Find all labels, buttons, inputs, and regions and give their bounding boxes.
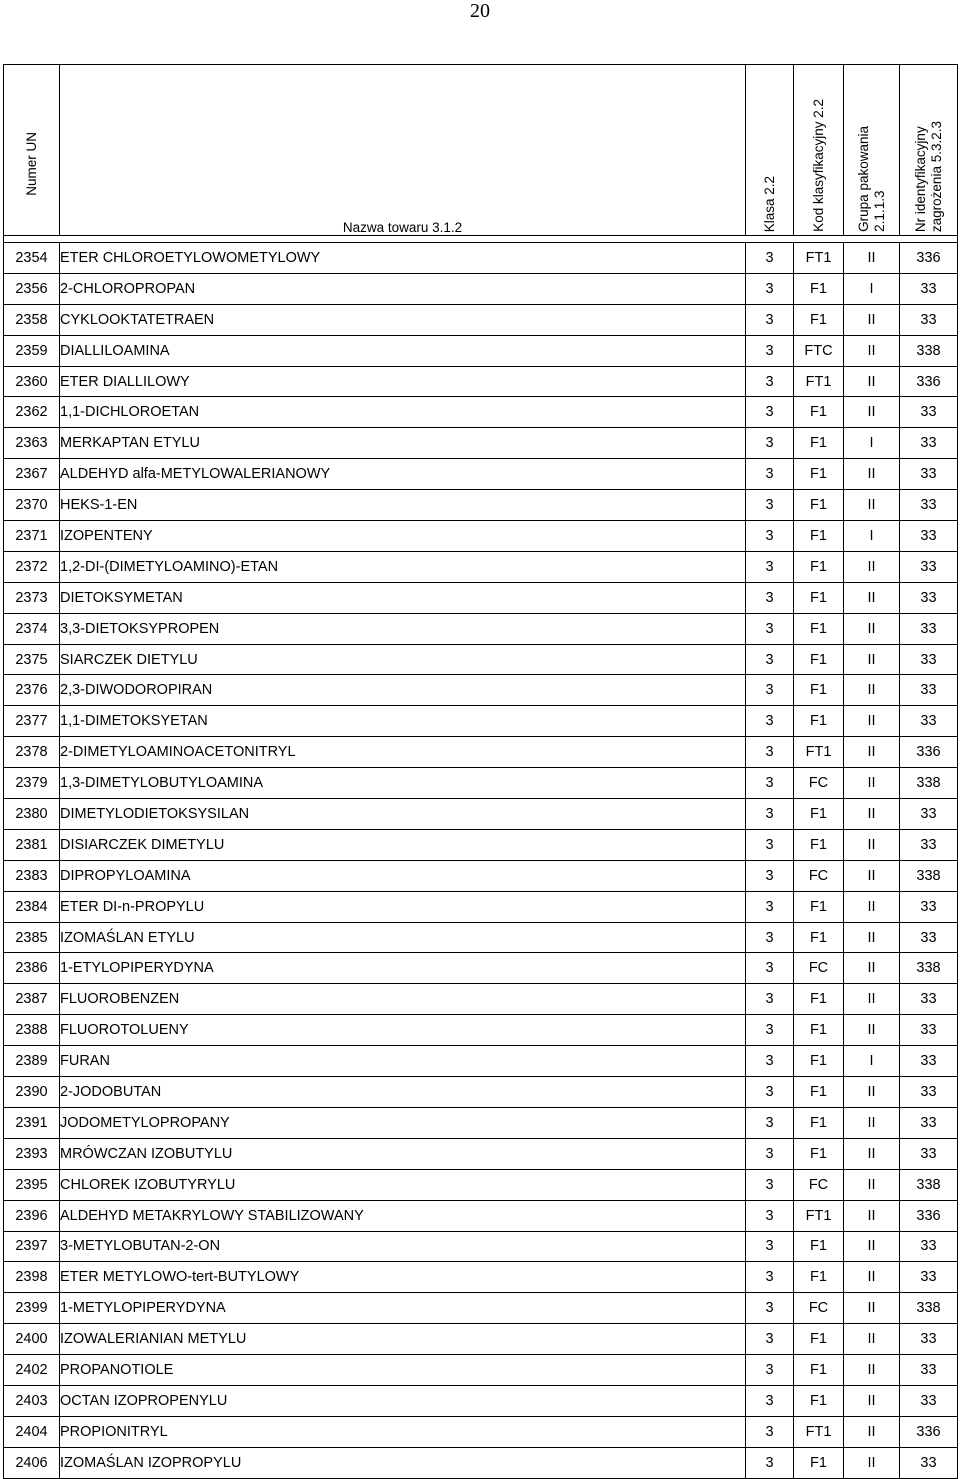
table-row bbox=[4, 1046, 958, 1077]
cell-class: 3 bbox=[746, 428, 794, 459]
cell-classification-code: F1 bbox=[794, 706, 844, 737]
cell-goods-name: 2-CHLOROPROPAN bbox=[60, 273, 746, 304]
cell-packing-group: II bbox=[844, 1077, 900, 1108]
table-row bbox=[4, 737, 958, 768]
cell-un-number: 2373 bbox=[4, 582, 60, 613]
cell-classification-code: F1 bbox=[794, 829, 844, 860]
cell-packing-group: II bbox=[844, 953, 900, 984]
cell-class: 3 bbox=[746, 243, 794, 274]
cell-hazard-id: 33 bbox=[900, 984, 958, 1015]
cell-goods-name: 1-ETYLOPIPERYDYNA bbox=[60, 953, 746, 984]
cell-classification-code: F1 bbox=[794, 891, 844, 922]
cell-classification-code: F1 bbox=[794, 1107, 844, 1138]
cell-packing-group: II bbox=[844, 243, 900, 274]
cell-hazard-id: 33 bbox=[900, 490, 958, 521]
header-goods-name: Nazwa towaru 3.1.2 bbox=[60, 65, 746, 236]
cell-class: 3 bbox=[746, 860, 794, 891]
table-row bbox=[4, 799, 958, 830]
cell-class: 3 bbox=[746, 1231, 794, 1262]
cell-un-number: 2360 bbox=[4, 366, 60, 397]
cell-hazard-id: 33 bbox=[900, 428, 958, 459]
table-row bbox=[4, 428, 958, 459]
cell-goods-name: 1,2-DI-(DIMETYLOAMINO)-ETAN bbox=[60, 551, 746, 582]
cell-un-number: 2371 bbox=[4, 521, 60, 552]
table-row bbox=[4, 335, 958, 366]
cell-classification-code: F1 bbox=[794, 922, 844, 953]
cell-classification-code: FT1 bbox=[794, 1200, 844, 1231]
cell-hazard-id: 33 bbox=[900, 1262, 958, 1293]
cell-goods-name: DIETOKSYMETAN bbox=[60, 582, 746, 613]
header-class: Klasa 2.2 bbox=[746, 65, 794, 236]
cell-goods-name: CYKLOOKTATETRAEN bbox=[60, 304, 746, 335]
header-un-number: Numer UN bbox=[4, 65, 60, 236]
table-row bbox=[4, 675, 958, 706]
cell-classification-code: F1 bbox=[794, 1077, 844, 1108]
cell-class: 3 bbox=[746, 1385, 794, 1416]
cell-packing-group: II bbox=[844, 860, 900, 891]
cell-goods-name: DIALLILOAMINA bbox=[60, 335, 746, 366]
cell-hazard-id: 33 bbox=[900, 829, 958, 860]
cell-hazard-id: 336 bbox=[900, 1200, 958, 1231]
cell-class: 3 bbox=[746, 1200, 794, 1231]
cell-classification-code: F1 bbox=[794, 1046, 844, 1077]
cell-un-number: 2370 bbox=[4, 490, 60, 521]
cell-classification-code: F1 bbox=[794, 1231, 844, 1262]
cell-class: 3 bbox=[746, 799, 794, 830]
cell-class: 3 bbox=[746, 335, 794, 366]
cell-classification-code: FC bbox=[794, 768, 844, 799]
cell-un-number: 2393 bbox=[4, 1138, 60, 1169]
cell-classification-code: F1 bbox=[794, 799, 844, 830]
cell-packing-group: II bbox=[844, 397, 900, 428]
cell-class: 3 bbox=[746, 1015, 794, 1046]
cell-goods-name: HEKS-1-EN bbox=[60, 490, 746, 521]
cell-un-number: 2359 bbox=[4, 335, 60, 366]
table-row bbox=[4, 273, 958, 304]
cell-packing-group: II bbox=[844, 1231, 900, 1262]
header-classification-code: Kod klasyfikacyjny 2.2 bbox=[794, 65, 844, 236]
cell-un-number: 2378 bbox=[4, 737, 60, 768]
cell-class: 3 bbox=[746, 1324, 794, 1355]
cell-un-number: 2398 bbox=[4, 1262, 60, 1293]
cell-goods-name: OCTAN IZOPROPENYLU bbox=[60, 1385, 746, 1416]
cell-class: 3 bbox=[746, 613, 794, 644]
cell-classification-code: FT1 bbox=[794, 366, 844, 397]
cell-hazard-id: 33 bbox=[900, 1447, 958, 1478]
cell-packing-group: II bbox=[844, 1200, 900, 1231]
cell-goods-name: PROPANOTIOLE bbox=[60, 1355, 746, 1386]
table-row bbox=[4, 397, 958, 428]
cell-un-number: 2385 bbox=[4, 922, 60, 953]
cell-packing-group: II bbox=[844, 335, 900, 366]
cell-classification-code: F1 bbox=[794, 984, 844, 1015]
cell-class: 3 bbox=[746, 1046, 794, 1077]
cell-class: 3 bbox=[746, 706, 794, 737]
cell-hazard-id: 33 bbox=[900, 922, 958, 953]
cell-un-number: 2374 bbox=[4, 613, 60, 644]
cell-goods-name: 2-JODOBUTAN bbox=[60, 1077, 746, 1108]
cell-packing-group: II bbox=[844, 459, 900, 490]
cell-un-number: 2397 bbox=[4, 1231, 60, 1262]
cell-hazard-id: 338 bbox=[900, 860, 958, 891]
cell-class: 3 bbox=[746, 1077, 794, 1108]
cell-hazard-id: 338 bbox=[900, 953, 958, 984]
cell-goods-name: SIARCZEK DIETYLU bbox=[60, 644, 746, 675]
cell-hazard-id: 33 bbox=[900, 799, 958, 830]
cell-class: 3 bbox=[746, 1355, 794, 1386]
cell-goods-name: FLUOROTOLUENY bbox=[60, 1015, 746, 1046]
cell-hazard-id: 33 bbox=[900, 1231, 958, 1262]
cell-classification-code: F1 bbox=[794, 582, 844, 613]
table-row bbox=[4, 1077, 958, 1108]
cell-un-number: 2404 bbox=[4, 1416, 60, 1447]
cell-goods-name: ETER DI-n-PROPYLU bbox=[60, 891, 746, 922]
spacer-row bbox=[4, 236, 958, 243]
cell-un-number: 2356 bbox=[4, 273, 60, 304]
cell-classification-code: F1 bbox=[794, 490, 844, 521]
cell-classification-code: F1 bbox=[794, 273, 844, 304]
table-row bbox=[4, 613, 958, 644]
cell-packing-group: II bbox=[844, 768, 900, 799]
cell-class: 3 bbox=[746, 737, 794, 768]
table-row bbox=[4, 768, 958, 799]
cell-un-number: 2403 bbox=[4, 1385, 60, 1416]
cell-packing-group: II bbox=[844, 1355, 900, 1386]
table-row bbox=[4, 1385, 958, 1416]
cell-packing-group: II bbox=[844, 304, 900, 335]
cell-class: 3 bbox=[746, 490, 794, 521]
cell-class: 3 bbox=[746, 1447, 794, 1478]
cell-packing-group: I bbox=[844, 428, 900, 459]
cell-hazard-id: 338 bbox=[900, 768, 958, 799]
table-row bbox=[4, 1015, 958, 1046]
cell-classification-code: F1 bbox=[794, 644, 844, 675]
cell-hazard-id: 33 bbox=[900, 1046, 958, 1077]
cell-classification-code: F1 bbox=[794, 1385, 844, 1416]
table-row bbox=[4, 1293, 958, 1324]
cell-goods-name: FURAN bbox=[60, 1046, 746, 1077]
cell-hazard-id: 33 bbox=[900, 1015, 958, 1046]
cell-classification-code: F1 bbox=[794, 1324, 844, 1355]
cell-hazard-id: 336 bbox=[900, 737, 958, 768]
cell-goods-name: ETER DIALLILOWY bbox=[60, 366, 746, 397]
cell-classification-code: FTC bbox=[794, 335, 844, 366]
table-row bbox=[4, 1324, 958, 1355]
cell-packing-group: II bbox=[844, 551, 900, 582]
cell-packing-group: II bbox=[844, 891, 900, 922]
cell-packing-group: II bbox=[844, 366, 900, 397]
cell-un-number: 2400 bbox=[4, 1324, 60, 1355]
cell-hazard-id: 33 bbox=[900, 1138, 958, 1169]
cell-hazard-id: 33 bbox=[900, 459, 958, 490]
cell-hazard-id: 338 bbox=[900, 1169, 958, 1200]
cell-classification-code: FT1 bbox=[794, 1416, 844, 1447]
header-packing-group: Grupa pakowania 2.1.1.3 bbox=[844, 65, 900, 236]
cell-classification-code: F1 bbox=[794, 459, 844, 490]
cell-un-number: 2367 bbox=[4, 459, 60, 490]
cell-packing-group: II bbox=[844, 737, 900, 768]
table-row bbox=[4, 582, 958, 613]
table-row bbox=[4, 1262, 958, 1293]
cell-packing-group: II bbox=[844, 490, 900, 521]
table-row bbox=[4, 490, 958, 521]
cell-hazard-id: 33 bbox=[900, 675, 958, 706]
cell-classification-code: FC bbox=[794, 1293, 844, 1324]
cell-goods-name: DISIARCZEK DIMETYLU bbox=[60, 829, 746, 860]
table-row bbox=[4, 521, 958, 552]
cell-goods-name: ALDEHYD METAKRYLOWY STABILIZOWANY bbox=[60, 1200, 746, 1231]
cell-hazard-id: 33 bbox=[900, 304, 958, 335]
cell-class: 3 bbox=[746, 273, 794, 304]
cell-classification-code: F1 bbox=[794, 1355, 844, 1386]
cell-packing-group: II bbox=[844, 1324, 900, 1355]
cell-packing-group: II bbox=[844, 1262, 900, 1293]
cell-class: 3 bbox=[746, 829, 794, 860]
cell-un-number: 2372 bbox=[4, 551, 60, 582]
cell-packing-group: I bbox=[844, 1046, 900, 1077]
cell-hazard-id: 336 bbox=[900, 243, 958, 274]
table-row bbox=[4, 1355, 958, 1386]
table-row bbox=[4, 551, 958, 582]
cell-classification-code: F1 bbox=[794, 675, 844, 706]
cell-hazard-id: 338 bbox=[900, 335, 958, 366]
cell-hazard-id: 33 bbox=[900, 582, 958, 613]
cell-hazard-id: 33 bbox=[900, 891, 958, 922]
cell-hazard-id: 33 bbox=[900, 521, 958, 552]
cell-goods-name: IZOWALERIANIAN METYLU bbox=[60, 1324, 746, 1355]
cell-un-number: 2379 bbox=[4, 768, 60, 799]
cell-packing-group: II bbox=[844, 582, 900, 613]
cell-hazard-id: 33 bbox=[900, 1385, 958, 1416]
cell-classification-code: FT1 bbox=[794, 243, 844, 274]
cell-class: 3 bbox=[746, 1138, 794, 1169]
cell-goods-name: ALDEHYD alfa-METYLOWALERIANOWY bbox=[60, 459, 746, 490]
cell-hazard-id: 33 bbox=[900, 551, 958, 582]
cell-classification-code: F1 bbox=[794, 428, 844, 459]
cell-packing-group: II bbox=[844, 1107, 900, 1138]
cell-un-number: 2402 bbox=[4, 1355, 60, 1386]
table-row bbox=[4, 1416, 958, 1447]
cell-goods-name: 1,1-DICHLOROETAN bbox=[60, 397, 746, 428]
cell-un-number: 2377 bbox=[4, 706, 60, 737]
cell-class: 3 bbox=[746, 891, 794, 922]
cell-packing-group: II bbox=[844, 1447, 900, 1478]
cell-class: 3 bbox=[746, 1107, 794, 1138]
table-row bbox=[4, 1447, 958, 1478]
cell-goods-name: IZOMAŚLAN ETYLU bbox=[60, 922, 746, 953]
cell-goods-name: PROPIONITRYL bbox=[60, 1416, 746, 1447]
table-row bbox=[4, 891, 958, 922]
cell-class: 3 bbox=[746, 922, 794, 953]
table-row bbox=[4, 1138, 958, 1169]
cell-hazard-id: 33 bbox=[900, 397, 958, 428]
cell-hazard-id: 33 bbox=[900, 706, 958, 737]
cell-goods-name: JODOMETYLOPROPANY bbox=[60, 1107, 746, 1138]
cell-goods-name: CHLOREK IZOBUTYRYLU bbox=[60, 1169, 746, 1200]
header-hazard-id: Nr identyfikacyjny zagrożenia 5.3.2.3 bbox=[900, 65, 958, 236]
cell-un-number: 2386 bbox=[4, 953, 60, 984]
table-row bbox=[4, 1107, 958, 1138]
cell-packing-group: II bbox=[844, 984, 900, 1015]
header-row bbox=[4, 65, 958, 236]
cell-un-number: 2387 bbox=[4, 984, 60, 1015]
cell-goods-name: 1,3-DIMETYLOBUTYLOAMINA bbox=[60, 768, 746, 799]
cell-hazard-id: 33 bbox=[900, 613, 958, 644]
table-row bbox=[4, 860, 958, 891]
cell-goods-name: MERKAPTAN ETYLU bbox=[60, 428, 746, 459]
cell-goods-name: 2,3-DIWODOROPIRAN bbox=[60, 675, 746, 706]
cell-packing-group: II bbox=[844, 922, 900, 953]
cell-un-number: 2406 bbox=[4, 1447, 60, 1478]
cell-goods-name: 1,1-DIMETOKSYETAN bbox=[60, 706, 746, 737]
cell-packing-group: II bbox=[844, 1385, 900, 1416]
cell-class: 3 bbox=[746, 521, 794, 552]
cell-class: 3 bbox=[746, 1262, 794, 1293]
cell-packing-group: II bbox=[844, 644, 900, 675]
cell-hazard-id: 33 bbox=[900, 1107, 958, 1138]
cell-hazard-id: 33 bbox=[900, 1077, 958, 1108]
cell-classification-code: FC bbox=[794, 953, 844, 984]
cell-un-number: 2380 bbox=[4, 799, 60, 830]
table-row bbox=[4, 243, 958, 274]
cell-hazard-id: 33 bbox=[900, 1324, 958, 1355]
table-row bbox=[4, 366, 958, 397]
cell-class: 3 bbox=[746, 1293, 794, 1324]
page-number: 20 bbox=[470, 0, 490, 22]
cell-goods-name: 1-METYLOPIPERYDYNA bbox=[60, 1293, 746, 1324]
cell-class: 3 bbox=[746, 768, 794, 799]
cell-packing-group: II bbox=[844, 1416, 900, 1447]
table-row bbox=[4, 1169, 958, 1200]
cell-classification-code: F1 bbox=[794, 1138, 844, 1169]
cell-class: 3 bbox=[746, 953, 794, 984]
table-row bbox=[4, 644, 958, 675]
cell-packing-group: I bbox=[844, 273, 900, 304]
cell-un-number: 2384 bbox=[4, 891, 60, 922]
table-row bbox=[4, 984, 958, 1015]
cell-un-number: 2362 bbox=[4, 397, 60, 428]
cell-hazard-id: 336 bbox=[900, 366, 958, 397]
table-row bbox=[4, 922, 958, 953]
cell-packing-group: II bbox=[844, 1169, 900, 1200]
cell-hazard-id: 338 bbox=[900, 1293, 958, 1324]
cell-class: 3 bbox=[746, 675, 794, 706]
cell-class: 3 bbox=[746, 644, 794, 675]
cell-classification-code: F1 bbox=[794, 397, 844, 428]
cell-classification-code: F1 bbox=[794, 521, 844, 552]
cell-class: 3 bbox=[746, 984, 794, 1015]
cell-un-number: 2383 bbox=[4, 860, 60, 891]
cell-un-number: 2375 bbox=[4, 644, 60, 675]
cell-goods-name: 2-DIMETYLOAMINOACETONITRYL bbox=[60, 737, 746, 768]
cell-class: 3 bbox=[746, 582, 794, 613]
cell-class: 3 bbox=[746, 366, 794, 397]
cell-classification-code: F1 bbox=[794, 551, 844, 582]
cell-packing-group: II bbox=[844, 1015, 900, 1046]
cell-un-number: 2354 bbox=[4, 243, 60, 274]
cell-packing-group: II bbox=[844, 613, 900, 644]
cell-class: 3 bbox=[746, 459, 794, 490]
cell-classification-code: FC bbox=[794, 860, 844, 891]
table-row bbox=[4, 1231, 958, 1262]
cell-un-number: 2391 bbox=[4, 1107, 60, 1138]
cell-un-number: 2376 bbox=[4, 675, 60, 706]
cell-classification-code: F1 bbox=[794, 1015, 844, 1046]
cell-classification-code: FT1 bbox=[794, 737, 844, 768]
cell-goods-name: IZOPENTENY bbox=[60, 521, 746, 552]
cell-class: 3 bbox=[746, 1169, 794, 1200]
cell-classification-code: F1 bbox=[794, 613, 844, 644]
cell-class: 3 bbox=[746, 551, 794, 582]
cell-class: 3 bbox=[746, 1416, 794, 1447]
cell-packing-group: II bbox=[844, 1293, 900, 1324]
cell-goods-name: IZOMAŚLAN IZOPROPYLU bbox=[60, 1447, 746, 1478]
table-row bbox=[4, 706, 958, 737]
cell-packing-group: II bbox=[844, 829, 900, 860]
cell-classification-code: FC bbox=[794, 1169, 844, 1200]
cell-hazard-id: 33 bbox=[900, 1355, 958, 1386]
cell-goods-name: ETER METYLOWO-tert-BUTYLOWY bbox=[60, 1262, 746, 1293]
cell-hazard-id: 33 bbox=[900, 644, 958, 675]
cell-un-number: 2399 bbox=[4, 1293, 60, 1324]
cell-un-number: 2388 bbox=[4, 1015, 60, 1046]
cell-packing-group: II bbox=[844, 675, 900, 706]
cell-un-number: 2363 bbox=[4, 428, 60, 459]
cell-packing-group: II bbox=[844, 706, 900, 737]
cell-un-number: 2395 bbox=[4, 1169, 60, 1200]
cell-un-number: 2381 bbox=[4, 829, 60, 860]
cell-classification-code: F1 bbox=[794, 1262, 844, 1293]
cell-packing-group: I bbox=[844, 521, 900, 552]
cell-goods-name: DIMETYLODIETOKSYSILAN bbox=[60, 799, 746, 830]
cell-hazard-id: 336 bbox=[900, 1416, 958, 1447]
cell-goods-name: 3,3-DIETOKSYPROPEN bbox=[60, 613, 746, 644]
table-row bbox=[4, 304, 958, 335]
cell-classification-code: F1 bbox=[794, 1447, 844, 1478]
cell-class: 3 bbox=[746, 304, 794, 335]
cell-un-number: 2396 bbox=[4, 1200, 60, 1231]
cell-un-number: 2389 bbox=[4, 1046, 60, 1077]
cell-goods-name: FLUOROBENZEN bbox=[60, 984, 746, 1015]
cell-goods-name: ETER CHLOROETYLOWOMETYLOWY bbox=[60, 243, 746, 274]
table-row bbox=[4, 459, 958, 490]
cell-hazard-id: 33 bbox=[900, 273, 958, 304]
cell-goods-name: MRÓWCZAN IZOBUTYLU bbox=[60, 1138, 746, 1169]
cell-goods-name: 3-METYLOBUTAN-2-ON bbox=[60, 1231, 746, 1262]
cell-packing-group: II bbox=[844, 799, 900, 830]
cell-goods-name: DIPROPYLOAMINA bbox=[60, 860, 746, 891]
cell-classification-code: F1 bbox=[794, 304, 844, 335]
cell-packing-group: II bbox=[844, 1138, 900, 1169]
cell-un-number: 2358 bbox=[4, 304, 60, 335]
table-row bbox=[4, 1200, 958, 1231]
cell-class: 3 bbox=[746, 397, 794, 428]
table-row bbox=[4, 829, 958, 860]
table-row bbox=[4, 953, 958, 984]
dangerous-goods-table bbox=[3, 64, 958, 1479]
cell-un-number: 2390 bbox=[4, 1077, 60, 1108]
